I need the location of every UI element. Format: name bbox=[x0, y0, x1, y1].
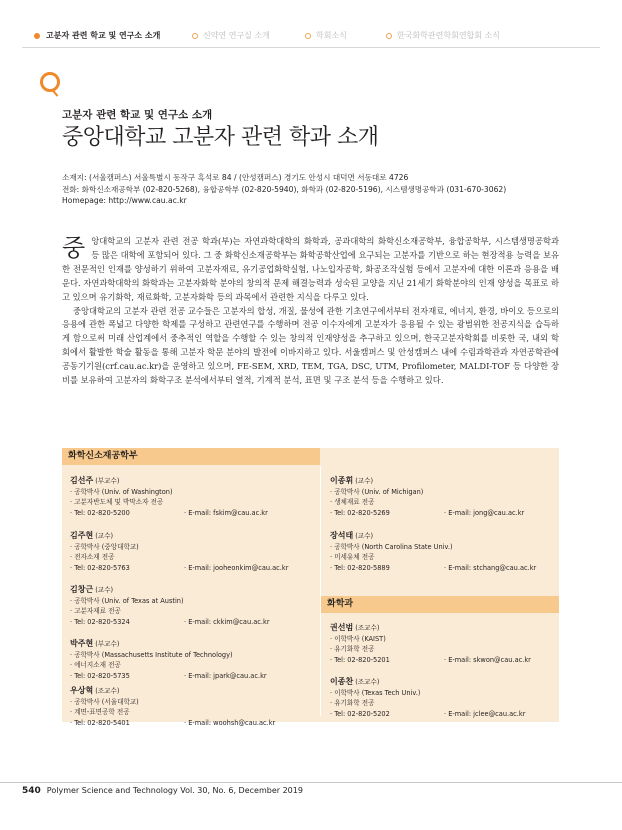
faculty-name: 김주현 bbox=[70, 531, 94, 540]
faculty-name: 권선범 bbox=[330, 623, 354, 632]
faculty-email[interactable]: · E-mail: jong@cau.ac.kr bbox=[444, 508, 525, 517]
section-subtitle: 고분자 관련 학교 및 연구소 소개 bbox=[62, 109, 213, 121]
faculty-rank: (교수) bbox=[95, 586, 114, 594]
ring-icon bbox=[386, 33, 392, 39]
drop-cap: 중 bbox=[62, 234, 86, 262]
faculty-box bbox=[62, 448, 559, 727]
faculty-email[interactable]: · E-mail: jooheonkim@cau.ac.kr bbox=[184, 563, 289, 572]
faculty-card: 이종찬 (조교수) · 이학박사 (Texas Tech Univ.) · 유기화학 전공 · Tel: 02-820-5202 · E-mail: jclee@cau.ac.kr bbox=[330, 677, 526, 718]
faculty-email[interactable]: · E-mail: woohsh@cau.ac.kr bbox=[184, 718, 276, 727]
ring-icon bbox=[305, 33, 311, 39]
nav-divider bbox=[22, 47, 600, 48]
page-number: 540 bbox=[22, 786, 41, 796]
faculty-rank: (부교수) bbox=[95, 477, 120, 485]
nav-item-school-intro[interactable]: 고분자 관련 학교 및 연구소 소개 bbox=[34, 30, 160, 42]
faculty-rank: (조교수) bbox=[355, 624, 380, 632]
faculty-card: 김주현 (교수) · 공학박사 (중앙대학교) · 전자소재 전공 · Tel: 02-820-5763 · E-mail: jooheonkim@cau.ac.kr bbox=[70, 531, 289, 572]
paragraph-1: 중앙대학교의 고분자 관련 전공 학과(부)는 자연과학대학의 화학과, 공과대학의 화학신소재공학부, 융합공학부, 시스템생명공학과 등 많은 대학에 포함되어 있다. 그 중 화학신소재공학부는 화학공학산업에 요구되는 고분자를 기반으로 하는 현장적용 능력을 보유한 전문적인 인재를 양성하기 위하여 고분자재료, 유기공업화학실험, 나노입자공학, 화공조작실험 등에서 고분자에 대한 이론과 응용을 배운다. 자연과학대학의 화학과는 고분자화학 분야의 창의적 문제 해결능력과 성숙된 교양을 지닌 21세기 화학분야의 인재 양성을 목표로 하고 있으며 유기화학, 재료화학, 고분자화학 등의 과목에서 관련한 지식을 다루고 있다. bbox=[62, 234, 559, 302]
faculty-rank: (조교수) bbox=[355, 678, 380, 686]
faculty-card: 우상혁 (조교수) · 공학박사 (서울대학교) · 계면-표면공학 전공 · Tel: 02-820-5401 · E-mail: woohsh@cau.ac.kr bbox=[70, 686, 276, 727]
ring-icon bbox=[192, 33, 198, 39]
section-header-chemical-materials: 화학신소재공학부 bbox=[62, 448, 320, 465]
faculty-rank: (부교수) bbox=[95, 640, 120, 648]
homepage-link[interactable]: Homepage: http://www.cau.ac.kr bbox=[62, 196, 187, 205]
faculty-email[interactable]: · E-mail: jpark@cau.ac.kr bbox=[184, 671, 267, 680]
faculty-email[interactable]: · E-mail: jclee@cau.ac.kr bbox=[444, 709, 526, 718]
page-footer bbox=[22, 786, 303, 796]
faculty-rank: (조교수) bbox=[95, 687, 120, 695]
faculty-card: 이종휘 (교수) · 공학박사 (Univ. of Michigan) · 생체재료 전공 · Tel: 02-820-5269 · E-mail: jong@cau.ac.kr bbox=[330, 476, 525, 517]
journal-citation: Polymer Science and Technology Vol. 30, No. 6, December 2019 bbox=[46, 786, 303, 795]
faculty-rank: (교수) bbox=[355, 477, 374, 485]
faculty-email[interactable]: · E-mail: fskim@cau.ac.kr bbox=[184, 508, 268, 517]
nav-item-lab-intro[interactable]: 신약연 연구실 소개 bbox=[192, 30, 270, 42]
article-body bbox=[62, 235, 559, 388]
footer-divider bbox=[0, 782, 622, 783]
faculty-card: 권선범 (조교수) · 이학박사 (KAIST) · 유기화학 전공 · Tel: 02-820-5201 · E-mail: skwon@cau.ac.kr bbox=[330, 623, 531, 664]
page-title: 중앙대학교 고분자 관련 학과 소개 bbox=[62, 125, 379, 150]
faculty-name: 김선주 bbox=[70, 476, 94, 485]
address-line: 소재지: (서울캠퍼스) 서울특별시 동작구 흑석로 84 / (안성캠퍼스) 경기도 안성시 대덕면 서동대로 4726 bbox=[62, 173, 409, 182]
faculty-card: 김선주 (부교수) · 공학박사 (Univ. of Washington) · 고분자반도체 및 박막소자 전공 · Tel: 02-820-5200 · E-mail: fskim@cau.ac.kr bbox=[70, 476, 268, 517]
faculty-card: 김창근 (교수) · 공학박사 (Univ. of Texas at Austin) · 고분자재료 전공 · Tel: 02-820-5324 · E-mail: ckkim@cau.ac.kr bbox=[70, 585, 270, 626]
nav-item-society-news[interactable]: 학회소식 bbox=[305, 30, 347, 42]
faculty-rank: (교수) bbox=[95, 532, 114, 540]
orange-ring-icon bbox=[40, 72, 60, 92]
faculty-rank: (교수) bbox=[355, 532, 374, 540]
faculty-email[interactable]: · E-mail: ckkim@cau.ac.kr bbox=[184, 617, 270, 626]
column-divider bbox=[320, 466, 321, 716]
nav-item-federation-news[interactable]: 한국화학관련학회연합회 소식 bbox=[386, 30, 500, 42]
section-header-chemistry: 화학과 bbox=[321, 596, 559, 613]
bullet-icon bbox=[34, 33, 40, 39]
faculty-card: 박주현 (부교수) · 공학박사 (Massachusetts Institute of Technology) · 에너지소재 전공 · Tel: 02-820-5735 · E-mail: jpark@cau.ac.kr bbox=[70, 639, 267, 680]
faculty-card: 장석태 (교수) · 공학박사 (North Carolina State Univ.) · 미세유체 전공 · Tel: 02-820-5889 · E-mail: stchang@cau.ac.kr bbox=[330, 531, 537, 572]
faculty-name: 우상혁 bbox=[70, 686, 94, 695]
faculty-name: 장석태 bbox=[330, 531, 354, 540]
paragraph-2: 중앙대학교의 고분자 관련 전공 교수들은 고분자의 합성, 개질, 물성에 관한 기초연구에서부터 전자재료, 에너지, 환경, 바이오 등으로의 응용에 관한 폭넓고 다양한 학제를 구성하고 관련연구를 수행하며 전공 이수자에게 고분자가 응용될 수 있는 광범위한 전공지식을 습득하게 함으로써 미래 산업계에서 중추적인 역할을 수행할 수 있는 창의적 인재양성을 추구하고 있으며, 한국고분자학회를 비롯한 국, 내외 학회에서 활발한 학술 활동을 통해 고분자 학문 분야의 발전에 이바지하고 있다. 서울캠퍼스 및 안성캠퍼스 내에 수림과학관과 자연공학관에 공동기기원(crf.cau.ac.kr)을 운영하고 있으며, FE-SEM, XRD, TEM, TGA, DSC, UTM, Profilometer, MALDI-TOF 등 다양한 장비를 보유하여 고분자의 화학구조 분석에서부터 열적, 기계적 분석, 표면 및 구조 분석 등을 수행하고 있다. bbox=[62, 305, 559, 386]
faculty-name: 김창근 bbox=[70, 585, 94, 594]
faculty-name: 이종휘 bbox=[330, 476, 354, 485]
faculty-name: 박주현 bbox=[70, 639, 94, 648]
phone-line: 전화: 화학신소재공학부 (02-820-5268), 융합공학부 (02-820-5940), 화학과 (02-820-5196), 시스템생명공학과 (031-670-3062) bbox=[62, 185, 507, 194]
faculty-email[interactable]: · E-mail: skwon@cau.ac.kr bbox=[444, 655, 531, 664]
faculty-name: 이종찬 bbox=[330, 677, 354, 686]
faculty-email[interactable]: · E-mail: stchang@cau.ac.kr bbox=[444, 563, 537, 572]
